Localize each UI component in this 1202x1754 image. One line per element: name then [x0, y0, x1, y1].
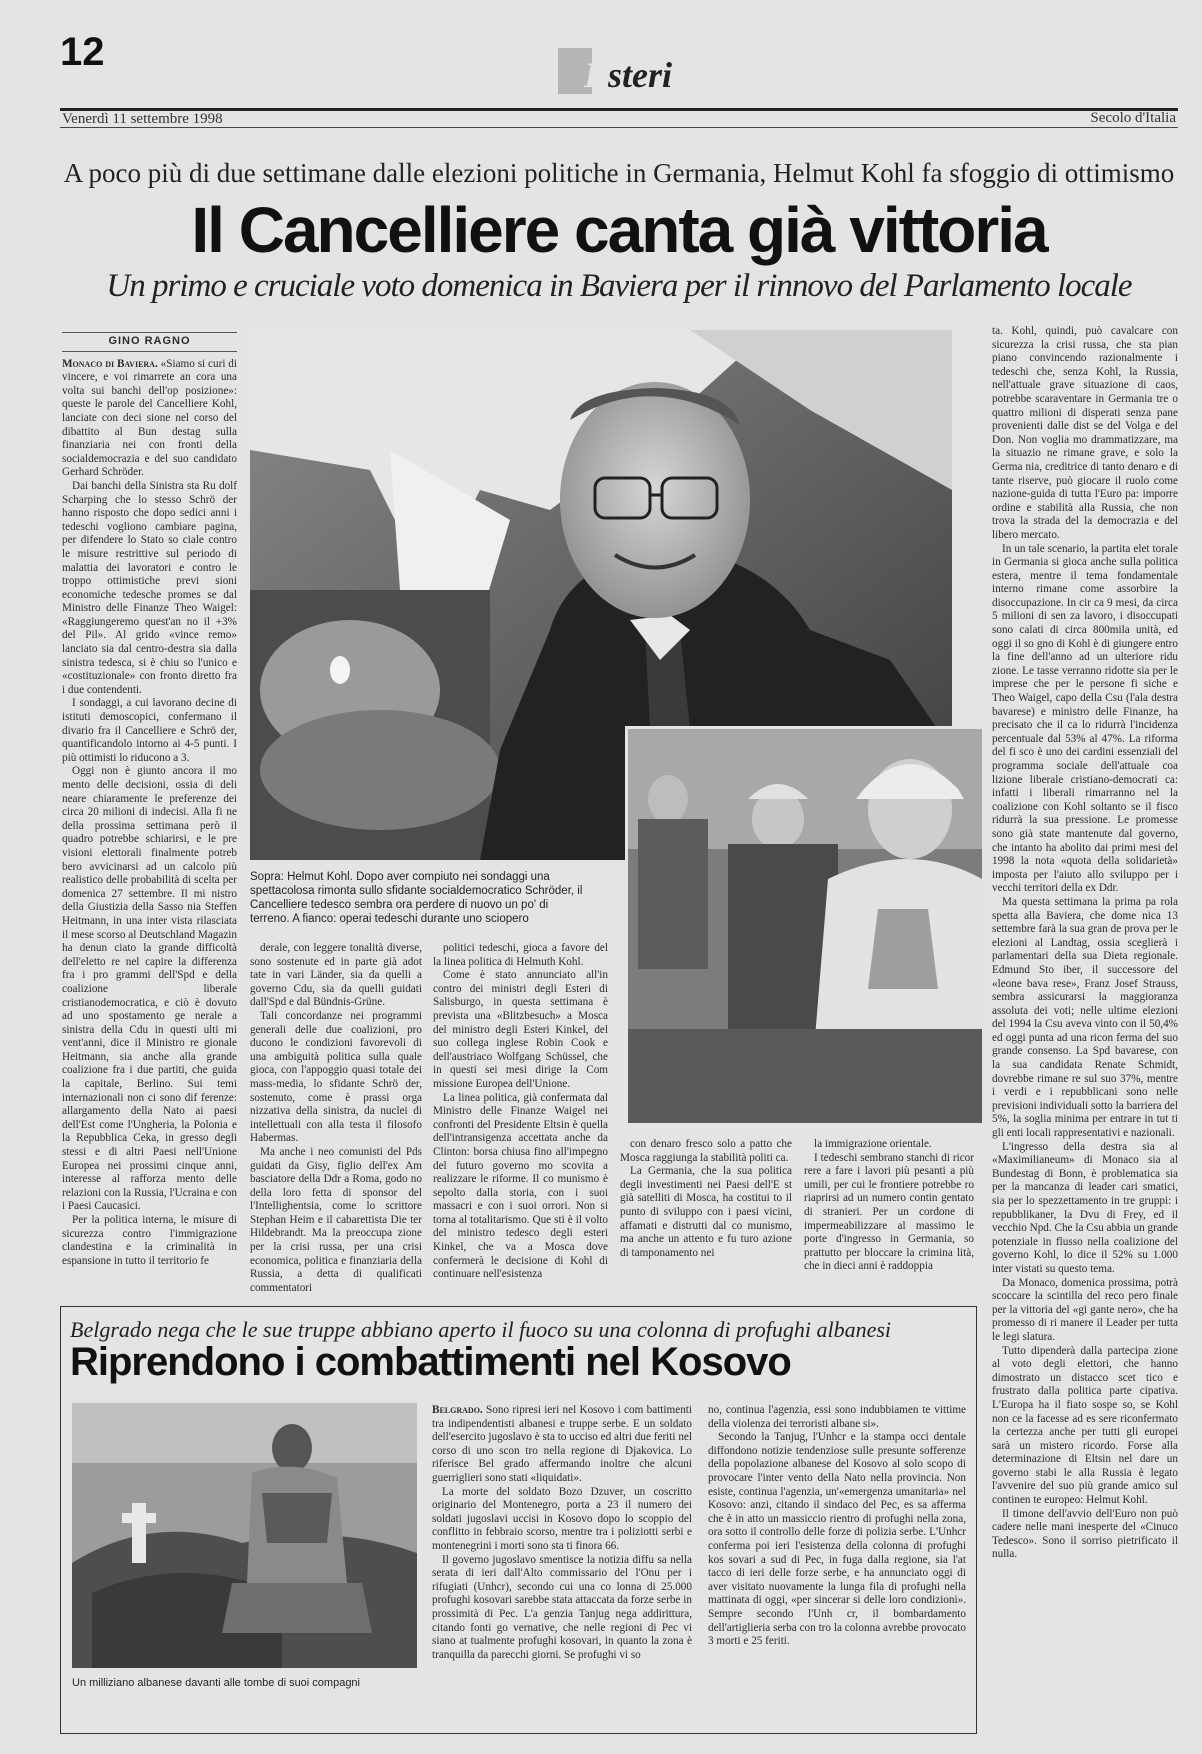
photo-workers-strike — [625, 726, 985, 1126]
paragraph: Oggi non è giunto ancora il mo mento delle decisioni, ossia di deli neare chiaramente le preferenze dei circa 20 milioni di indecisi. Alla fi ne della prossima settimana però il quadro potrebbe schiarirsi, e le pre visioni elettorali finalmente potreb bero avvicinarsi ad un calcolo più realistico delle probabilità di scelta per domenica 27 settembre. Il mi nistro della Giustizia della Sasso nia Steffen Heitmann, in una inter vista rilasciata il mese scorso al Deutschland Magazin ha denun ciato la grande difficoltà dell'eletto re nel capire la differenza fra i pro grammi dell'Spd e della coalizione liberale cristianodemocratica, e ciò è dovuto ad uno spostamento ge nerale a sinistra della Cdu in questi ulti mi vent'anni, dice il Ministro re gionale Heitmann, sia anche alla grande coalizione fra i due partiti, che guida la capitale, Berlino. Sui temi internazionali non ci sono dif ferenze: allargamento della Nato ai paesi dell'Est come l'Ungheria, la Polonia e la Repubblica Ceka, in gresso degli stessi e di altri Paesi nell'Unione Europea nei prossimi cinque anni, interesse al rafforza mento delle relazioni con la Russia, l'Ucraina e con i Paesi Caucasici. — [62, 765, 237, 1213]
photo-kosovo-graphic — [72, 1403, 417, 1668]
section-logo — [558, 48, 678, 100]
paragraph: Ma anche i neo comunisti del Pds guidati da Gisy, figlio dell'ex Am basciatore della Ddr a Roma, godo no della loro fetta di sponsor del l'Intellighentsia, come lo scrittore Stephan Heim e il cabarettista Die ter Hildebrandt. Ma la preoccupa zione per la crisi russa, per una crisi economica, politica e finanziaria della Russia, a detta di qualificati commentatori — [250, 1145, 422, 1294]
paragraph: La morte del soldato Bozo Dzuver, un coscritto originario del Montenegro, porta a 23 il numero dei soldati jugoslavi uccisi in Kosovo dopo lo scoppio del conflitto in febbraio scorso, mentre tra i poliziotti serbi e montenegrini i morti sono sta ti finora 66. — [432, 1485, 692, 1552]
paragraph: no, continua l'agenzia, essi sono indubbiamen te vittime della violenza dei terroristi albane si». — [708, 1404, 966, 1430]
main-headline: Il Cancelliere canta già vittoria — [191, 194, 1047, 266]
paragraph: la immigrazione orientale. — [814, 1138, 932, 1150]
kosovo-headline: Riprendono i combattimenti nel Kosovo — [70, 1340, 791, 1384]
paragraph: La linea politica, già confermata dal Ministro delle Finanze Waigel nei confronti del Presidente Eltsin è quella dell'intransigenza accettata anche da Clinton: borsa chiusa fino all'impegno del futuro governo mo scovita a realizzare le riforme. Il co munismo è sepolto dalla storia, con i suoi massacri e con i suoi orrori. Non si torna al totalitarismo. Que sti è il volto del ministro tedesco degli esteri Kinkel, che va a Mosca dove confermerà le decisione di Kohl di continuare nell'esistenza — [433, 1091, 608, 1281]
main-column-5 — [804, 1138, 974, 1294]
paragraph: I tedeschi sembrano stanchi di ricor rere a fare i lavori più pesanti a più umili, per cui le frontiere potrebbe ro riaprirsi ad un numero contin gentato di stranieri. Per un cordone di impermeabilizzare al massimo le porte d'ingresso in Germania, so prattutto per bloccare la crimina lità, che in dieci anni è raddoppia — [804, 1151, 974, 1273]
kosovo-kicker: Belgrado nega che le sue truppe abbiano aperto il fuoco su una colonna di profughi albanesi — [70, 1317, 892, 1342]
paragraph: Monaco di Baviera. «Siamo si curi di vincere, e voi rimarrete an cora una volta sui banchi dell'op posizione»: queste le parole del Cancelliere Kohl, lanciate con deci sione nel corso del dibattito al Bun destag sulla finanziaria nei con fronti della socialdemocrazia e del suo candidato Gerhard Schröder. — [62, 357, 237, 479]
main-column-2 — [250, 942, 422, 1294]
paragraph: Ma questa settimana la prima pa rola spetta alla Baviera, che dome nica 13 settembre farà la sua gran de prova per le elezioni al Landtag, ossia sceglierà i parlamentari della sua Dieta regionale. Edmund Sto iber, il successore del «leone bava rese», Franz Josef Strauss, sembra assicurarsi la maggioranza assoluta dei voti; nelle ultime elezioni del 1994 la Csu aveva vinto con il 50,4% ed oggi punta ad una ricon ferma del suo grande consenso. La Spd bavarese, con la sua candidata Renate Schmidt, dovrebbe rimane re sul suo 37%, mentre i verdi e i repubblicani sono nelle previsioni individuali sotto la barriera del 5%, la soglia minima per entrare in tut ti gli enti locali rappresentativi e nazionali. — [992, 895, 1178, 1140]
header-rule-thin — [60, 127, 1178, 128]
paragraph: Secondo la Tanjug, l'Unhcr e la stampa occi dentale diffondono notizie tendenziose sulle presunte sofferenze della popolazione albanese del Kosovo al solo scopo di provocare l'inter vento della Nato nella provincia. Non esiste, continua l'agenzia, un'«emergenza umanitaria» nel Kosovo: anzi, citando il sindaco del Pec, es sa afferma che è in atto un massiccio rientro di profughi nella zona, ora sotto il controllo delle forze di polizia serbe. L'Unhcr conferma poi ieri l'esistenza della colonna di profughi kos sovari a sud di Pec, in fuga dalla regione, sia l'at tacco di ieri delle forze serbe, e ha annunciato oggi di aver visitato nuovamente la lunga fila di profughi nella mattinata di oggi, «per sincerar si delle loro condizioni». Sempre secondo l'Unh cr, il bombardamento dell'artiglieria serba con tro la colonna avrebbe provocato 3 morti e 25 feriti. — [708, 1431, 966, 1648]
main-subhead: Un primo e cruciale voto domenica in Baviera per il rinnovo del Parlamento locale — [106, 268, 1132, 304]
masthead: Secolo d'Italia — [1090, 110, 1176, 126]
paragraph: Tali concordanze nei programmi generali delle due coalizioni, pro ducono le condizioni favorevoli di una ambiguità politica sulla quale gioca, con l'appoggio quasi totale dei mass-media, lo sfidante Schrö der, sostenuto, come è prassi orga nizzativa della sinistra, da nuclei di intellettuali con alla testa il filosofo Habermas. — [250, 1009, 422, 1145]
paragraph: I sondaggi, a cui lavorano decine di istituti demoscopici, confermano il divario fra il Cancelliere e Schrö der, quantificandolo intorno ai 4-5 punti. I più ottimisti lo riducono a 3. — [62, 697, 237, 764]
main-column-6 — [992, 325, 1178, 1735]
section-letter: E — [584, 55, 609, 95]
issue-date: Venerdì 11 settembre 1998 — [62, 111, 223, 127]
main-column-4 — [620, 1138, 792, 1294]
paragraph: Come è stato annunciato all'in contro dei ministri degli Esteri di Salisburgo, in questa settimana è prevista una «Blitzbesuch» a Mosca del ministro degli Esteri Kinkel, del suo collega inglese Robin Cook e dell'austriaco Wolfgang Schüssel, che in questi sei mesi dirige la Com missione Europea dell'Unione. — [433, 969, 608, 1090]
main-column-3 — [433, 942, 608, 1294]
main-photo-caption: Sopra: Helmut Kohl. Dopo aver compiuto nei sondaggi una spettacolosa rimonta sullo sfidante socialdemocratico Schröder, il Cancelliere tedesco sembra ora perdere di nuovo un po' di terreno. A fianco: operai tedeschi durante uno sciopero — [250, 871, 583, 925]
photo-kosovo-militiaman — [72, 1403, 417, 1668]
paragraph: Per la politica interna, le misure di sicurezza contro l'immigrazione clandestina e la criminalità in espansione in tutto il territorio fe — [62, 1214, 237, 1267]
section-title — [584, 54, 672, 96]
photo-workers-graphic — [628, 729, 982, 1123]
byline: GINO RAGNO — [62, 332, 237, 352]
dateline: Belgrado. — [432, 1404, 483, 1416]
paragraph: politici tedeschi, gioca a favore del la linea politica di Helmuth Kohl. — [433, 942, 608, 968]
dateline: Monaco di Baviera. — [62, 357, 158, 370]
kosovo-photo-caption: Un milliziano albanese davanti alle tombe di suoi compagni — [72, 1677, 360, 1689]
paragraph: Da Monaco, domenica prossima, potrà scoccare la scintilla del reco pero finale per la vittoria del «gi gante nero», che ha promesso di ri manere il Leader per tutta le legi slatura. — [992, 1276, 1178, 1343]
paragraph: Il governo jugoslavo smentisce la notizia diffu sa nella serata di ieri dall'Alto commissario del l'Onu per i rifugiati (Unhcr), secondo cui una co lonna di 25.000 profughi kosovari sarebbe stata attaccata da forze serbe in prossimità di Pec. L'a genzia Tanjug nega addirittura, citando fonti go vernative, che nelle regioni di Pec vi siano at tualmente profughi kosovari, in quanto la zona è tranquilla da parecchi giorni. Se profughi vi so — [432, 1553, 692, 1661]
paragraph: ta. Kohl, quindi, può cavalcare con sicurezza la crisi russa, che sta pian piano convincendo razionalmente i tedeschi che, senza Kohl, la Russia, nell'attuale grave situazione di caos, potrebbe scaraventare in Germania tre o quattro milioni di disperati senza pane provenienti dalle dist se del Volga e del Don. Non voglia mo drammatizzare, ma la situazio ne rimane grave, e solo la Germa nia, creditrice di tanto denaro e di tante riserve, può giocare il ruolo come nazione-guida di tutta l'Euro pa: imporre ordine e stabilità alla Russia, che non trova la strada del la democrazia e del libero mercato. — [992, 325, 1178, 541]
section-word: steri — [608, 55, 673, 95]
header-rule — [60, 108, 1178, 111]
page-number: 12 — [60, 30, 105, 74]
paragraph: Belgrado. Sono ripresi ieri nel Kosovo i com battimenti tra indipendentisti albanesi e truppe serbe. E un soldato dell'esercito jugoslavo è sta to ucciso ed altri due feriti nel corso di uno scon tro nella regione di Djakovica. Lo riferisce Bel grado affermando inoltre che alcuni guerriglieri sono stati «liquidati». — [432, 1404, 692, 1484]
paragraph: L'ingresso della destra sia al «Maximilianeum» di Monaco sia al Bundestag di Bonn, è problematica sia per la mancanza di leader cari smatici, sia per lo spezzettamento in tre gruppi: i repubblikaner, la Dvu di Frey, ed il vecchio Npd. Che la Csu abbia un grande potenziale in flusso nella coalizione del governo Kohl, lo dice il 52% su 1.000 inter vistati su questo tema. — [992, 1140, 1178, 1275]
paragraph: Dai banchi della Sinistra sta Ru dolf Scharping che lo stesso Schrö der hanno risposto che dopo sedici anni i tedeschi vogliono cambiare pagina, per difendere lo Stato so ciale contro le misure restrittive sul periodo di malattia dei lavoratori e contro le troppo ottimistiche previ sioni economiche tedesche promes se dal Ministro delle Finanze Theo Waigel: «Raggiungeremo quest'an no il +3% del Pil». Al grido «vince remo» lanciato sia dal centro-destra sia dalla sinistra tedesca, si è chiu so l'unico e «costituzionale» con fronto diretto fra i due contendenti. — [62, 479, 237, 696]
paragraph: con denaro fresco solo a patto che Mosca raggiunga la stabilità politi ca. — [620, 1138, 792, 1164]
paragraph: La Germania, che la sua politica degli investimenti nei Paesi dell'E st già satelliti di Mosca, ha costitui to il punto di sviluppo con i paesi vicini, affamati e distrutti dal co munismo, ma anche un attento e fu turo azione di tamponamento nei — [620, 1165, 792, 1259]
kosovo-column-1 — [432, 1404, 692, 1726]
main-column-1 — [62, 332, 237, 1294]
paragraph: In un tale scenario, la partita elet torale in Germania si gioca anche sulla politica estera, mentre il tema fondamentale interno rimane come assorbire la disoccupazione. In cir ca 9 mesi, da circa 5 milioni di sen za lavoro, i disoccupati sono calati di circa 800mila unità, ed oggi il so gno di Kohl è di giungere entro la fine dell'anno ad un ulteriore ridu zione. Le tasse verranno ridotte sia per le imprese che per le persone fi siche e Theo Waigel, capo della Csu (l'ala destra bavarese) e ministro delle Finanze, ha precisato che il ca lo ridurrà l'incidenza percentuale dal 53% al 47%. La riforma del fi sco è uno dei cardini essenziali del programma sociale dell'attuale coa lizione liberale cristiano-democrati ca: infatti i liberali rimarranno nel la coalizione con Kohl soltanto se il fisco ridurrà la sua pressione. Le promesse sono già state mantenute dal governo, che intanto ha abolito dai primi mesi del 1998 la nota «quota della solidarietà» imposta per l'aiuto allo sviluppo per i vecchi territori della ex Ddr. — [992, 542, 1178, 895]
paragraph: derale, con leggere tonalità diverse, sono sostenute ed in parte già adot tate in vari Länder, sia da quelli a governo Cdu, sia da quelli guidati dall'Spd e dal Bündnis-Grüne. — [250, 942, 422, 1009]
paragraph: Il timone dell'avvio dell'Euro non può cadere nelle mani inesperte del «Cinuco Tedesco». Sono il sorriso pietrificato il nulla. — [992, 1507, 1178, 1561]
kosovo-column-2 — [708, 1404, 966, 1726]
paragraph: Tutto dipenderà dalla partecipa zione al voto degli elettori, che hanno dimostrato un distacco scet tico e frustrato dalla politica parte cipativa. L'Europa ha il fiato sospe so, se Kohl non ce la facesse ad es sere riconfermato la certezza anche per tutti gli europei sarà un mistero ricordo. Forse alla determinazione di Eltsin nel dare un governo stabi le alla Russia è legato l'avvenire del suo più grande amico sul continen te europeo: Helmut Kohl. — [992, 1344, 1178, 1507]
main-kicker: A poco più di due settimane dalle elezioni politiche in Germania, Helmut Kohl fa sfoggio di ottimismo — [63, 158, 1175, 188]
